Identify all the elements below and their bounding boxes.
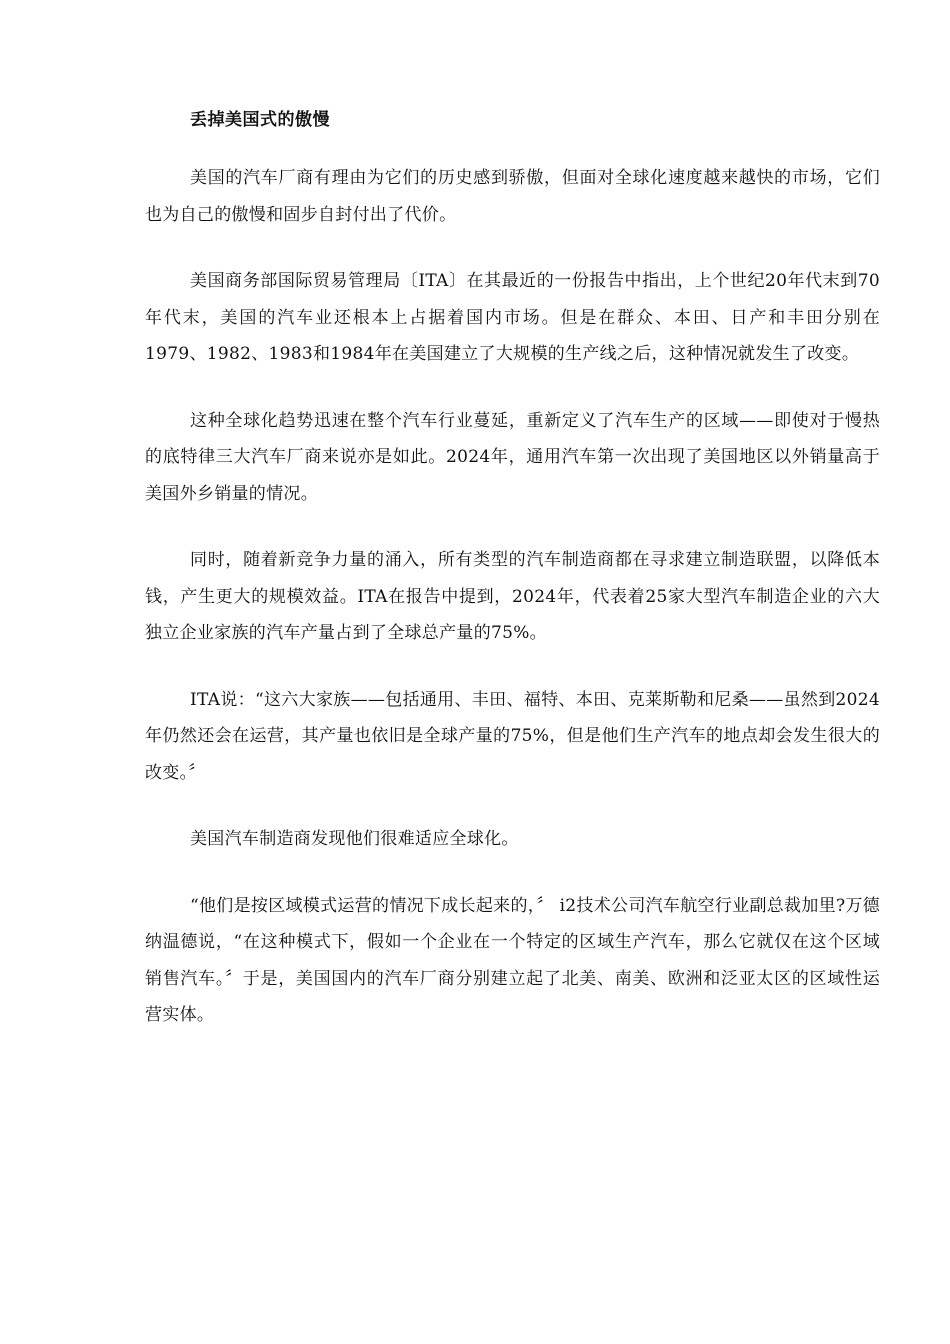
document-page	[145, 104, 880, 1064]
paragraph-4: 同时，随着新竞争力量的涌入，所有类型的汽车制造商都在寻求建立制造联盟，以降低本钱，产生更大的规模效益。ITA在报告中提到，2024年，代表着25家大型汽车制造企业的六大独立企业家族的汽车产量占到了全球总产量的75%。	[145, 550, 880, 643]
paragraph-1: 美国的汽车厂商有理由为它们的历史感到骄傲，但面对全球化速度越来越快的市场，它们也为自己的傲慢和固步自封付出了代价。	[145, 168, 880, 225]
paragraph-6: 美国汽车制造商发现他们很难适应全球化。	[190, 829, 519, 849]
paragraph-3: 这种全球化趋势迅速在整个汽车行业蔓延，重新定义了汽车生产的区域——即使对于慢热的底特律三大汽车厂商来说亦是如此。2024年，通用汽车第一次出现了美国地区以外销量高于美国外乡销量的情况。	[145, 410, 880, 504]
document-heading: 丢掉美国式的傲慢	[190, 110, 330, 130]
paragraph-5: ITA说：“这六大家族——包括通用、丰田、福特、本田、克莱斯勒和尼桑——虽然到2024年仍然还会在运营，其产量也依旧是全球产量的75%，但是他们生产汽车的地点却会发生很大的改变。〞	[145, 689, 880, 783]
paragraph-7: “他们是按区域模式运营的情况下成长起来的，〞 i2技术公司汽车航空行业副总裁加里?万德纳温德说，“在这种模式下，假如一个企业在一个特定的区域生产汽车，那么它就仅在这个区域销售汽车。〞于是，美国国内的汽车厂商分别建立起了北美、南美、欧洲和泛亚太区的区域性运营实体。	[145, 895, 880, 1025]
paragraph-2: 美国商务部国际贸易管理局〔ITA〕在其最近的一份报告中指出，上个世纪20年代末到70年代末，美国的汽车业还根本上占据着国内市场。但是在群众、本田、日产和丰田分别在1979、1982、1983和1984年在美国建立了大规模的生产线之后，这种情况就发生了改变。	[145, 271, 880, 364]
